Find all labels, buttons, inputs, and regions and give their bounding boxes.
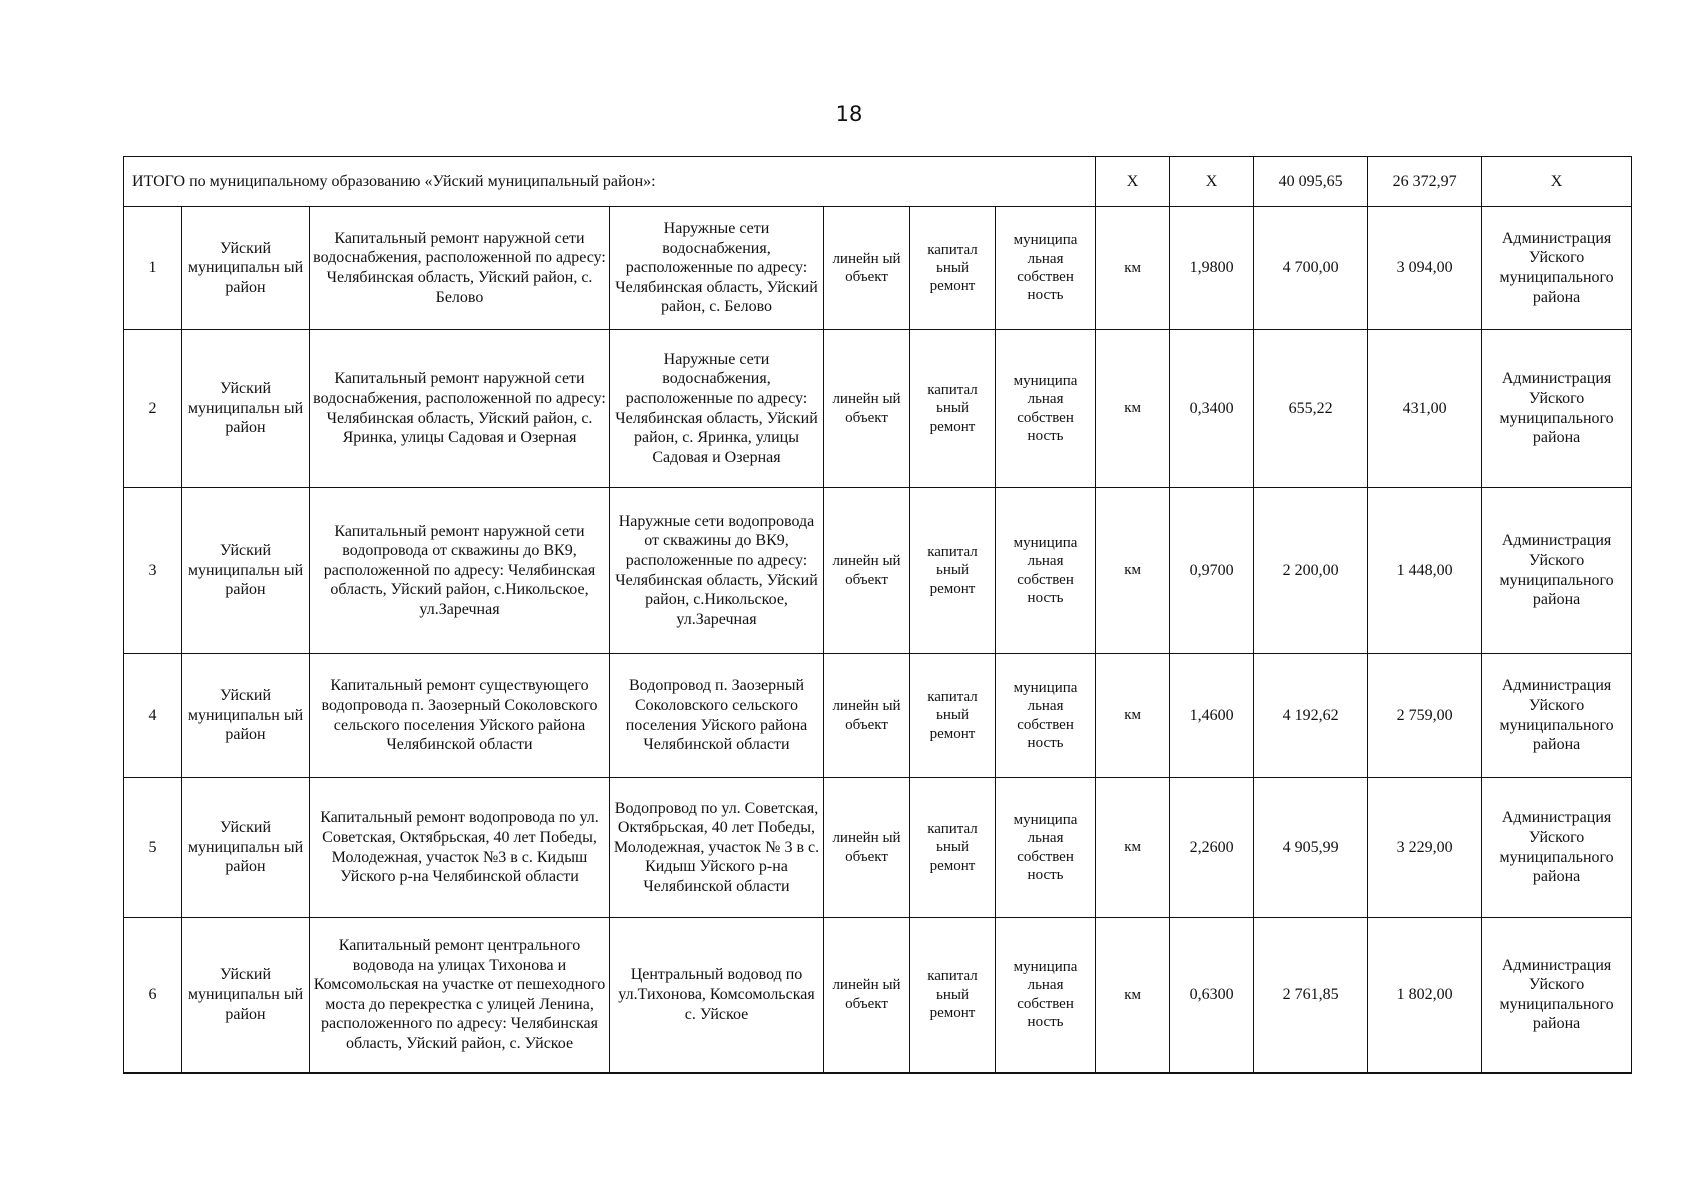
row-number: 3	[124, 488, 182, 654]
row-budget: 431,00	[1368, 330, 1482, 488]
row-customer: Администрация Уйского муниципального района	[1482, 778, 1632, 918]
row-cost: 4 700,00	[1254, 207, 1368, 330]
row-object: Наружные сети водопровода от скважины до ВК9, расположенные по адресу: Челябинская область, Уйский район, с.Никольское, ул.Заречная	[610, 488, 824, 654]
row-object-type: линейн ый объект	[824, 654, 910, 778]
row-unit: км	[1096, 654, 1170, 778]
row-object-type: линейн ый объект	[824, 918, 910, 1073]
row-budget: 3 094,00	[1368, 207, 1482, 330]
row-work: Капитальный ремонт наружной сети водоснабжения, расположенной по адресу: Челябинская область, Уйский район, с. Белово	[310, 207, 610, 330]
row-customer: Администрация Уйского муниципального района	[1482, 918, 1632, 1073]
row-work-type: капитал ьный ремонт	[910, 918, 996, 1073]
table-row	[124, 654, 1632, 778]
row-customer: Администрация Уйского муниципального района	[1482, 207, 1632, 330]
total-unit: X	[1096, 157, 1170, 207]
row-ownership: муниципа льная собствен ность	[996, 918, 1096, 1073]
row-object-type: линейн ый объект	[824, 330, 910, 488]
total-quantity: X	[1170, 157, 1254, 207]
total-customer: X	[1482, 157, 1632, 207]
row-ownership: муниципа льная собствен ность	[996, 330, 1096, 488]
row-work: Капитальный ремонт водопровода по ул. Советская, Октябрьская, 40 лет Победы, Молодежная, участок №3 в с. Кидыш Уйского р-на Челябинской области	[310, 778, 610, 918]
row-budget: 1 802,00	[1368, 918, 1482, 1073]
row-district: Уйский муниципальн ый район	[182, 918, 310, 1073]
table-row	[124, 488, 1632, 654]
table-row	[124, 330, 1632, 488]
page-number: 18	[835, 102, 863, 126]
row-district: Уйский муниципальн ый район	[182, 330, 310, 488]
row-object-type: линейн ый объект	[824, 778, 910, 918]
row-number: 6	[124, 918, 182, 1073]
row-unit: км	[1096, 488, 1170, 654]
row-cost: 2 200,00	[1254, 488, 1368, 654]
row-ownership: муниципа льная собствен ность	[996, 778, 1096, 918]
row-cost: 2 761,85	[1254, 918, 1368, 1073]
row-quantity: 0,6300	[1170, 918, 1254, 1073]
table-row	[124, 778, 1632, 918]
row-work-type: капитал ьный ремонт	[910, 207, 996, 330]
total-budget: 26 372,97	[1368, 157, 1482, 207]
row-object: Водопровод п. Заозерный Соколовского сельского поселения Уйского района Челябинской области	[610, 654, 824, 778]
row-object-type: линейн ый объект	[824, 488, 910, 654]
row-unit: км	[1096, 207, 1170, 330]
row-work-type: капитал ьный ремонт	[910, 778, 996, 918]
row-number: 4	[124, 654, 182, 778]
row-customer: Администрация Уйского муниципального района	[1482, 330, 1632, 488]
row-ownership: муниципа льная собствен ность	[996, 654, 1096, 778]
row-object: Водопровод по ул. Советская, Октябрьская, 40 лет Победы, Молодежная, участок № 3 в с. Кидыш Уйского р-на Челябинской области	[610, 778, 824, 918]
row-work: Капитальный ремонт существующего водопровода п. Заозерный Соколовского сельского поселения Уйского района Челябинской области	[310, 654, 610, 778]
row-work-type: капитал ьный ремонт	[910, 654, 996, 778]
row-ownership: муниципа льная собствен ность	[996, 207, 1096, 330]
row-budget: 3 229,00	[1368, 778, 1482, 918]
row-quantity: 0,9700	[1170, 488, 1254, 654]
row-unit: км	[1096, 330, 1170, 488]
row-object: Центральный водовод по ул.Тихонова, Комсомольская с. Уйское	[610, 918, 824, 1073]
row-quantity: 1,9800	[1170, 207, 1254, 330]
row-district: Уйский муниципальн ый район	[182, 778, 310, 918]
row-district: Уйский муниципальн ый район	[182, 654, 310, 778]
row-work: Капитальный ремонт центрального водовода на улицах Тихонова и Комсомольская на участке от пешеходного моста до перекрестка с улицей Ленина, расположенного по адресу: Челябинская область, Уйский район, с. Уйское	[310, 918, 610, 1073]
row-number: 5	[124, 778, 182, 918]
table-row	[124, 207, 1632, 330]
table-row	[124, 918, 1632, 1073]
objects-table	[123, 156, 1632, 1074]
total-row	[124, 157, 1632, 207]
row-unit: км	[1096, 778, 1170, 918]
row-cost: 655,22	[1254, 330, 1368, 488]
row-number: 1	[124, 207, 182, 330]
row-quantity: 1,4600	[1170, 654, 1254, 778]
row-object: Наружные сети водоснабжения, расположенные по адресу: Челябинская область, Уйский район, с. Яринка, улицы Садовая и Озерная	[610, 330, 824, 488]
row-object: Наружные сети водоснабжения, расположенные по адресу: Челябинская область, Уйский район, с. Белово	[610, 207, 824, 330]
row-work: Капитальный ремонт наружной сети водопровода от скважины до ВК9, расположенной по адресу: Челябинская область, Уйский район, с.Никольское, ул.Заречная	[310, 488, 610, 654]
row-budget: 2 759,00	[1368, 654, 1482, 778]
total-cost: 40 095,65	[1254, 157, 1368, 207]
row-object-type: линейн ый объект	[824, 207, 910, 330]
row-district: Уйский муниципальн ый район	[182, 488, 310, 654]
row-unit: км	[1096, 918, 1170, 1073]
row-cost: 4 192,62	[1254, 654, 1368, 778]
row-work-type: капитал ьный ремонт	[910, 488, 996, 654]
row-district: Уйский муниципальн ый район	[182, 207, 310, 330]
row-work: Капитальный ремонт наружной сети водоснабжения, расположенной по адресу: Челябинская область, Уйский район, с. Яринка, улицы Садовая и Озерная	[310, 330, 610, 488]
row-number: 2	[124, 330, 182, 488]
row-customer: Администрация Уйского муниципального района	[1482, 488, 1632, 654]
row-quantity: 2,2600	[1170, 778, 1254, 918]
total-label: ИТОГО по муниципальному образованию «Уйский муниципальный район»:	[124, 157, 1096, 207]
row-work-type: капитал ьный ремонт	[910, 330, 996, 488]
row-quantity: 0,3400	[1170, 330, 1254, 488]
row-budget: 1 448,00	[1368, 488, 1482, 654]
row-customer: Администрация Уйского муниципального района	[1482, 654, 1632, 778]
row-cost: 4 905,99	[1254, 778, 1368, 918]
row-ownership: муниципа льная собствен ность	[996, 488, 1096, 654]
